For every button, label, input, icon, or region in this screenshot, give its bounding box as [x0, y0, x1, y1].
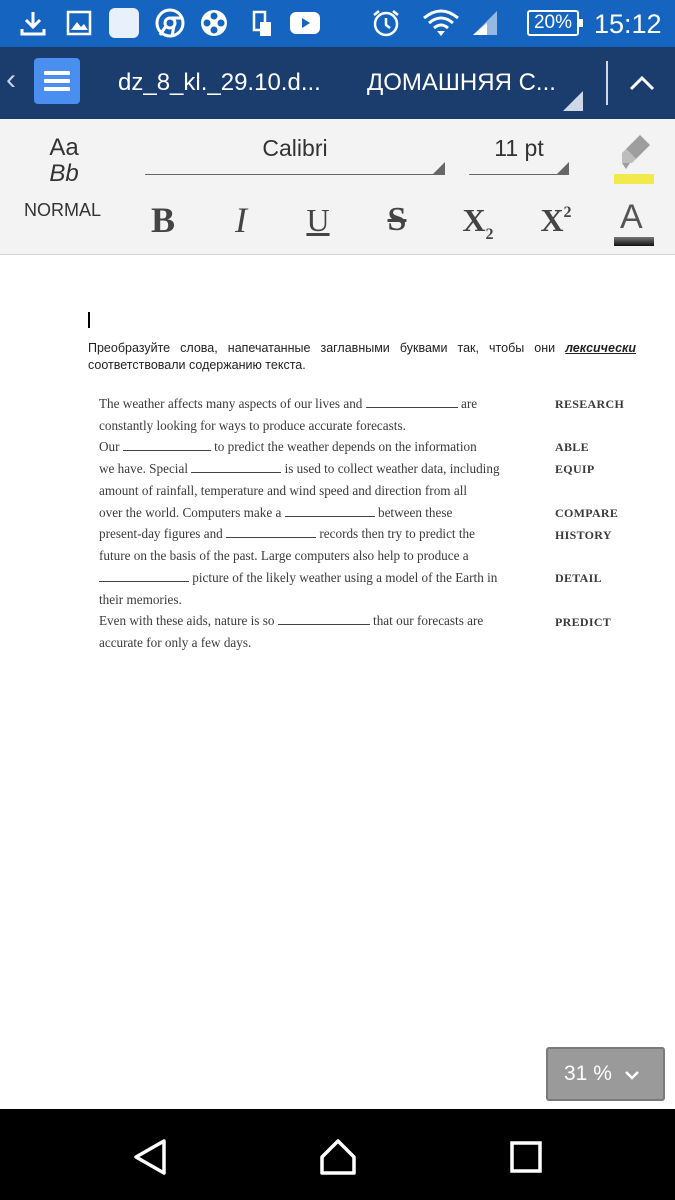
paragraph-style-button[interactable]: NORMAL: [24, 200, 102, 220]
line-text: constantly looking for ways to produce accurate forecasts.: [99, 418, 406, 433]
subscript-letter: X: [462, 202, 486, 238]
line-text: is used to collect weather data, including: [281, 461, 500, 476]
collapse-toolbar-button[interactable]: [620, 63, 664, 103]
instruction-text-end: соответствовали содержанию текста.: [88, 358, 306, 372]
keyword: COMPARE: [555, 506, 619, 520]
line-text: we have. Special: [99, 461, 192, 476]
instruction-paragraph[interactable]: [88, 340, 636, 374]
line-text: that our forecasts are: [369, 613, 484, 628]
text-color-letter: A: [620, 198, 643, 236]
font-size-select[interactable]: 11 pt: [469, 133, 569, 175]
docs-app-icon[interactable]: [34, 58, 80, 104]
exercise-line: [99, 592, 182, 608]
keyword: RESEARCH: [555, 397, 625, 411]
answer-blank: [285, 516, 375, 517]
highlight-color-button[interactable]: [612, 131, 656, 191]
chevron-up-icon: [629, 75, 655, 91]
home-icon[interactable]: [316, 1135, 360, 1179]
text-cursor: [88, 312, 90, 328]
strikethrough-button[interactable]: S: [387, 201, 407, 238]
heading-dropdown-arrow-icon: [563, 91, 583, 111]
recents-square-icon[interactable]: [504, 1135, 548, 1179]
superscript-letter: X: [540, 202, 564, 238]
answer-blank: [226, 537, 316, 538]
superscript-mark: 2: [563, 204, 572, 221]
bold-button[interactable]: B: [150, 200, 175, 240]
superscript-button[interactable]: [536, 197, 576, 243]
line-text: over the world. Computers make a: [99, 505, 285, 520]
line-text: to predict the weather depends on the information: [210, 439, 477, 454]
alarm-icon: [370, 8, 402, 38]
answer-blank: [366, 407, 458, 408]
heading-dropdown[interactable]: ДОМАШНЯЯ С...: [367, 69, 556, 96]
zoom-level-button[interactable]: [546, 1047, 665, 1101]
exercise-line: [99, 461, 500, 477]
phone-data-icon: [250, 8, 274, 38]
line-text: amount of rainfall, temperature and wind speed and direction from all: [99, 483, 468, 498]
divider: [606, 61, 608, 105]
exercise-line: [99, 418, 406, 434]
image-icon: [64, 8, 94, 38]
line-text: between these: [374, 505, 453, 520]
clock: 15:12: [594, 9, 662, 39]
line-text: their memories.: [99, 592, 182, 607]
text-color-button[interactable]: [614, 197, 654, 259]
answer-blank: [278, 624, 370, 625]
signal-icon: [470, 8, 500, 38]
zoom-value: 31 %: [564, 1062, 612, 1085]
line-text: Our: [99, 439, 123, 454]
battery-indicator: 20%: [527, 10, 579, 36]
line-text: present-day figures and: [99, 526, 227, 541]
download-icon: [18, 8, 48, 38]
instruction-keyword: лексически: [565, 341, 636, 355]
line-text: picture of the likely weather using a model of the Earth in: [189, 570, 498, 585]
exercise-line: [99, 548, 469, 564]
line-text: accurate for only a few days.: [99, 635, 252, 650]
style-sample[interactable]: [44, 135, 84, 187]
subscript-button[interactable]: [458, 197, 498, 243]
exercise-line: [99, 396, 477, 412]
formatting-toolbar: [0, 119, 675, 255]
underline-button[interactable]: U: [306, 202, 330, 238]
line-text: Even with these aids, nature is so: [99, 613, 278, 628]
answer-blank: [123, 450, 211, 451]
subscript-mark: 2: [485, 226, 494, 243]
status-bar: [0, 0, 675, 47]
keyword: PREDICT: [555, 615, 612, 629]
back-triangle-icon[interactable]: [128, 1135, 172, 1179]
chrome-icon: [154, 8, 186, 38]
exercise-line: [99, 613, 483, 629]
line-text: future on the basis of the past. Large computers also help to produce a: [99, 548, 469, 563]
back-chevron-icon[interactable]: ‹: [6, 63, 16, 96]
exercise-line: [99, 570, 497, 586]
keyword: EQUIP: [555, 462, 595, 476]
style-sample-top: Aa: [49, 134, 79, 161]
exercise-line: [99, 439, 477, 455]
keyword: HISTORY: [555, 528, 612, 542]
highlighter-icon: [612, 131, 656, 191]
line-text: records then try to predict the: [316, 526, 476, 541]
document-title[interactable]: dz_8_kl._29.10.d...: [118, 69, 321, 96]
line-text: The weather affects many aspects of our lives and: [99, 396, 366, 411]
app-bar: [0, 47, 675, 119]
line-text: are: [457, 396, 478, 411]
style-sample-bottom: Bb: [49, 160, 79, 187]
font-family-select[interactable]: Calibri: [145, 133, 445, 175]
document-canvas[interactable]: [0, 256, 675, 1109]
film-reel-icon: [198, 8, 230, 38]
italic-button[interactable]: I: [235, 200, 247, 240]
app-square-icon: [107, 8, 141, 38]
answer-blank: [99, 581, 189, 582]
exercise-line: [99, 483, 467, 499]
answer-blank: [191, 472, 281, 473]
exercise-line: [99, 635, 251, 651]
youtube-icon: [288, 8, 322, 38]
keyword: DETAIL: [555, 571, 602, 585]
exercise-line: [99, 505, 452, 521]
text-color-swatch: [614, 237, 654, 246]
system-nav-bar: [0, 1109, 675, 1200]
exercise-line: [99, 526, 475, 542]
keyword: ABLE: [555, 440, 589, 454]
instruction-text: Преобразуйте слова, напечатанные заглавными буквами так, чтобы они: [88, 341, 566, 355]
wifi-icon: [421, 8, 461, 38]
chevron-down-icon: [624, 1070, 640, 1080]
